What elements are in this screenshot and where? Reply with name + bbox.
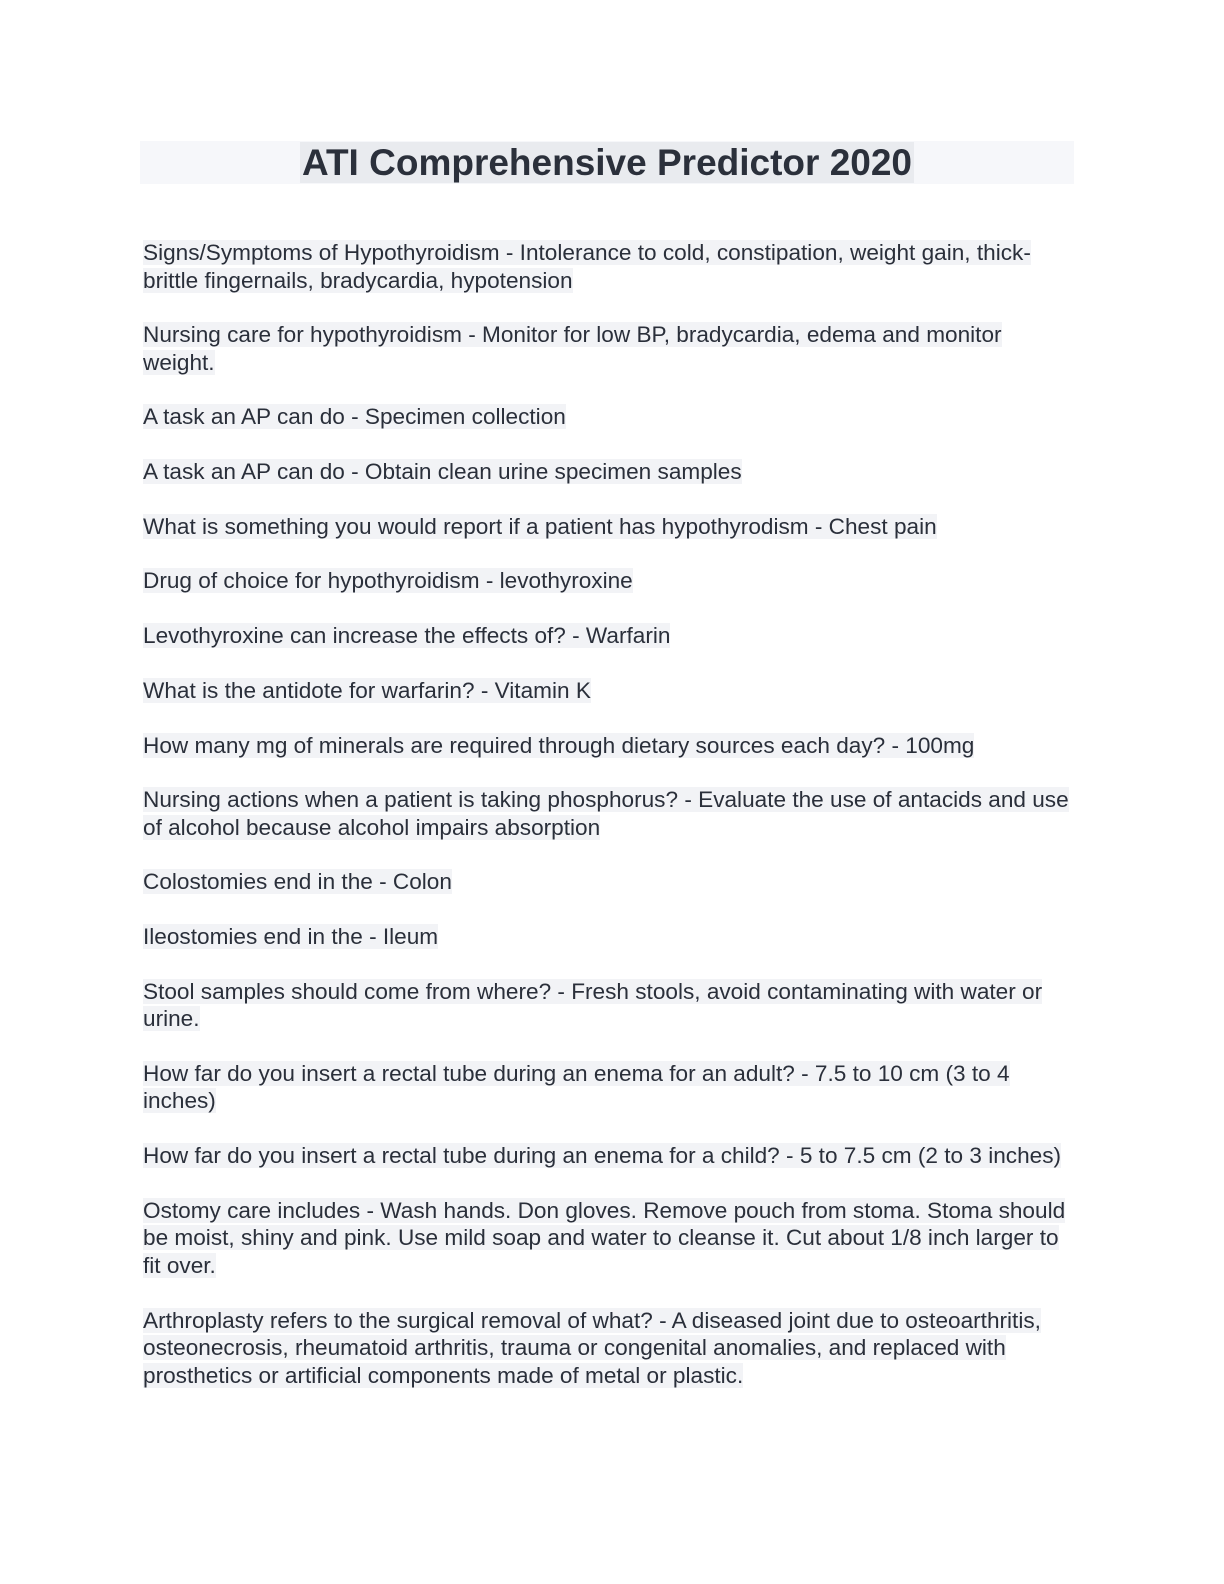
entry-text: Ileostomies end in the - Ileum [143,924,439,950]
entry-text: How many mg of minerals are required through dietary sources each day? - 100mg [143,732,975,758]
entry-item [143,458,1073,486]
document-title-text: ATI Comprehensive Predictor 2020 [301,142,913,183]
entry-item [143,1142,1073,1170]
entry-text: Stool samples should come from where? - Fresh stools, avoid contaminating with water or urine. [143,978,1043,1032]
entry-text: How far do you insert a rectal tube during an enema for an adult? - 7.5 to 10 cm (3 to 4 inches) [143,1060,1010,1114]
entry-text: Nursing actions when a patient is taking phosphorus? - Evaluate the use of antacids and use of alcohol because alcohol impairs absorption [143,787,1069,840]
entry-text: How far do you insert a rectal tube during an enema for a child? - 5 to 7.5 cm (2 to 3 inches) [143,1143,1062,1169]
entry-item [143,732,1073,760]
entry-item [143,868,1073,896]
entry-item [143,677,1073,705]
entry-list [143,239,1073,1416]
entry-text: Nursing care for hypothyroidism - Monitor for low BP, bradycardia, edema and monitor weight. [143,322,1002,375]
entry-text: What is something you would report if a patient has hypothyrodism - Chest pain [143,513,937,539]
entry-item [143,923,1073,951]
entry-item [143,567,1073,595]
entry-item [143,1197,1073,1280]
entry-item [143,1060,1073,1115]
entry-text: A task an AP can do - Obtain clean urine specimen samples [143,459,742,485]
document-title [140,141,1074,184]
entry-item [143,978,1073,1033]
entry-item [143,622,1073,650]
entry-item [143,786,1073,841]
entry-item [143,513,1073,541]
entry-text: Arthroplasty refers to the surgical removal of what? - A diseased joint due to osteoarthritis, osteonecrosis, rheumatoid arthritis, trauma or congenital anomalies, and replaced with prosthetics or artificial components made of metal or plastic. [143,1307,1041,1388]
entry-text: What is the antidote for warfarin? - Vitamin K [143,677,591,703]
entry-item [143,403,1073,431]
entry-item [143,239,1073,294]
entry-text: Signs/Symptoms of Hypothyroidism - Intolerance to cold, constipation, weight gain, thick-brittle fingernails, bradycardia, hypotension [143,240,1031,293]
entry-text: A task an AP can do - Specimen collection [143,404,566,430]
entry-item [143,1307,1073,1390]
entry-text: Ostomy care includes - Wash hands. Don gloves. Remove pouch from stoma. Stoma should be moist, shiny and pink. Use mild soap and water to cleanse it. Cut about 1/8 inch larger to fit over. [143,1197,1066,1278]
entry-text: Drug of choice for hypothyroidism - levothyroxine [143,568,633,594]
title-band [140,141,1074,184]
entry-text: Colostomies end in the - Colon [143,869,452,895]
entry-text: Levothyroxine can increase the effects of? - Warfarin [143,623,671,649]
entry-item [143,321,1073,376]
